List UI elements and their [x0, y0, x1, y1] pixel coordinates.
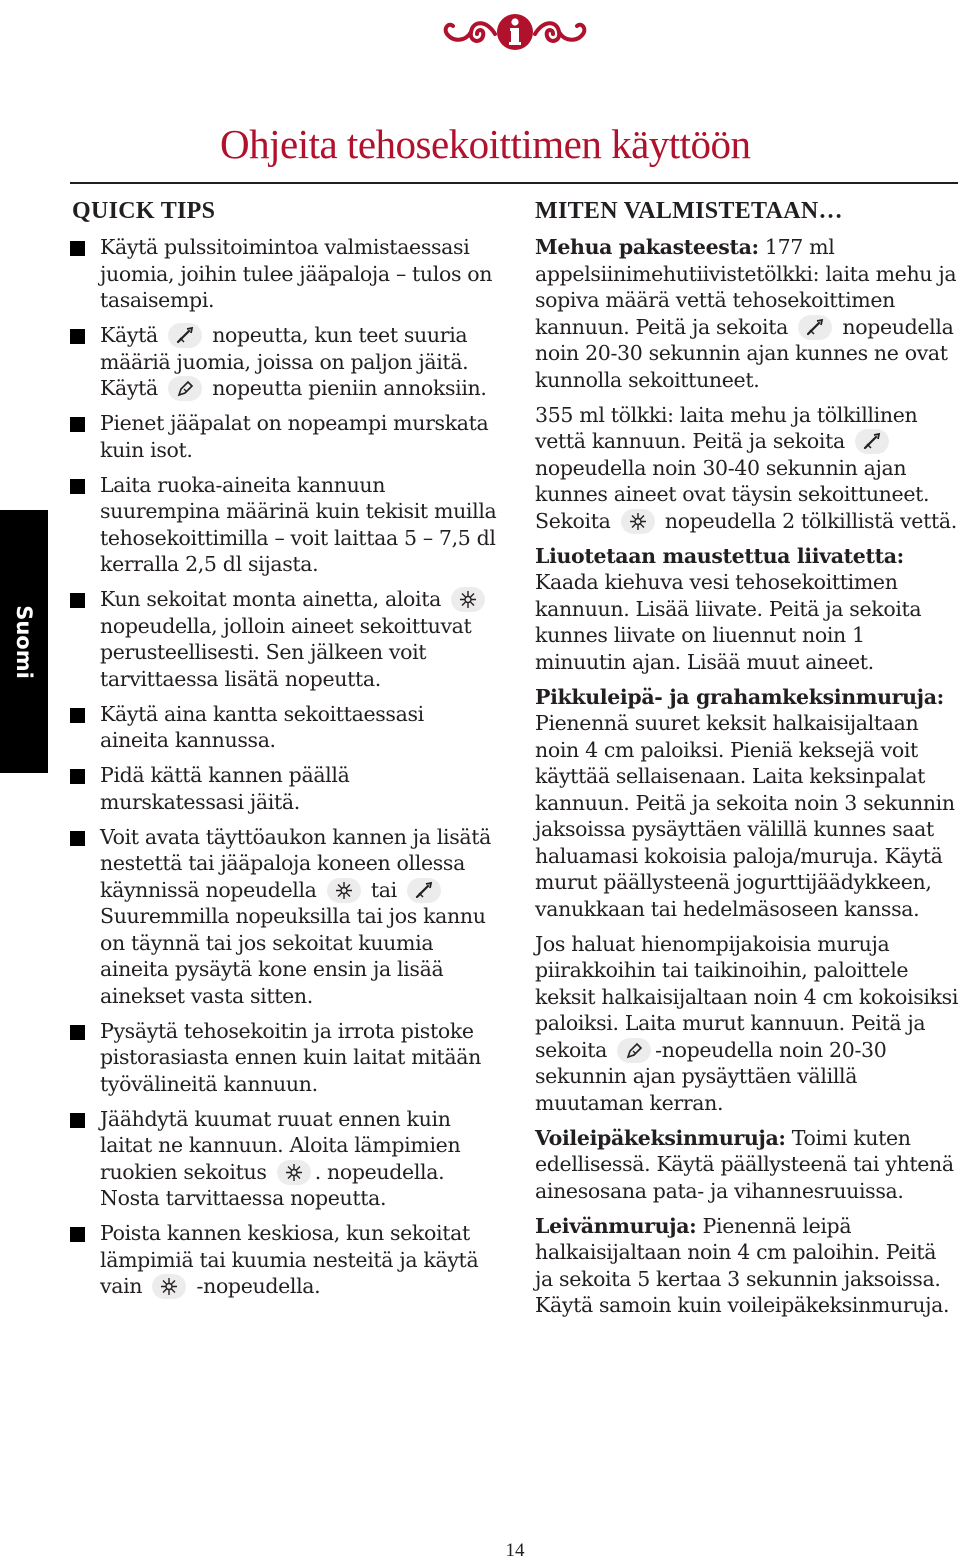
square-bullet-icon [70, 769, 85, 784]
small-batch-speed-icon [168, 376, 202, 401]
square-bullet-icon [70, 241, 85, 256]
tip-text: nopeutta, kun teet suuria määriä juomia, joissa on paljon jäitä. [100, 323, 469, 374]
stir-speed-icon [621, 509, 655, 534]
recipe-text: nopeudella noin 20-30 sekunnin ajan kunnes ne ovat kunnolla sekoittuneet. [535, 314, 954, 392]
tip-text: Käytä pulssitoimintoa valmistaessasi juomia, joihin tulee jääpaloja – tulos on tasaisempi. [100, 235, 493, 312]
recipe-text: Pienennä leipä halkaisijaltaan noin 4 cm paloihin. Peitä ja sekoita 5 kertaa 3 sekunnin jaksoissa. Käytä samoin kuin voileipäkeksinmuruja. [535, 1213, 950, 1317]
quick-tips-list [70, 234, 498, 1300]
recipe-hienompi [535, 931, 960, 1117]
tip-text: Voit avata täyttöaukon kannen ja lisätä nestettä tai jääpaloja koneen ollessa käynnissä nopeudella [100, 824, 492, 902]
tip-text: Suuremmilla nopeuksilla tai jos kannu on täynnä tai jos sekoitat kuumia aineita pysäytä kone ensin ja lisää ainekset vasta sitten. [100, 904, 486, 1008]
recipe-pikkuleipa [535, 684, 960, 923]
list-item [70, 234, 498, 314]
tip-text: Pienet jääpalat on nopeampi murskata kuin isot. [100, 411, 489, 462]
page-number: 14 [505, 1540, 525, 1561]
stir-speed-icon [152, 1274, 186, 1299]
recipe-text: Kaada kiehuva vesi tehosekoittimen kannuun. Lisää liivate. Peitä ja sekoita kunnes liivate on liuennut noin 1 minuutin ajan. Lisää muut aineet. [535, 570, 922, 674]
tip-text: Käytä [100, 376, 158, 400]
square-bullet-icon [70, 329, 85, 344]
language-label: Suomi [12, 604, 36, 679]
recipe-text: nopeudella 2 tölkillistä vettä. [664, 508, 957, 533]
small-batch-speed-icon [617, 1038, 651, 1063]
square-bullet-icon [70, 1113, 85, 1128]
list-item [70, 586, 498, 692]
tip-text: Käytä [100, 323, 158, 347]
stir-speed-icon [327, 878, 361, 903]
quick-tips-section [70, 196, 498, 1308]
ice-crush-speed-icon [168, 323, 202, 348]
recipe-title: Liuotetaan maustettua liivatetta: [535, 543, 904, 568]
recipe-text: Pienennä suuret keksit halkaisijaltaan noin 4 cm paloiksi. Pieniä keksejä voit käyttää sellaisenaan. Laita keksinpalat kannuun. Peitä ja sekoita noin 3 sekunnin jaksoissa pysäyttäen välillä kunnes saat haluamasi kokoisia paloja/muruja. Käytä murut päällysteenä jogurttijäädykkeen, vanukkaan tai hedelmäsoseen kanssa. [535, 711, 955, 921]
recipe-liivate [535, 543, 960, 676]
tip-text: Jäähdytä kuumat ruuat ennen kuin laitat ne kannuun. Aloita lämpimien ruokien sekoitus [100, 1106, 461, 1184]
square-bullet-icon [70, 417, 85, 432]
ice-crush-speed-icon [798, 315, 832, 340]
how-to-section [535, 196, 960, 1327]
recipe-title: Leivänmuruja: [535, 1213, 697, 1238]
info-emblem-icon [435, 12, 595, 52]
recipe-tolkki [535, 402, 960, 535]
tip-text: tai [370, 877, 397, 902]
recipe-title: Voileipäkeksinmuruja: [535, 1125, 786, 1150]
list-item [70, 322, 498, 402]
square-bullet-icon [70, 593, 85, 608]
square-bullet-icon [70, 1025, 85, 1040]
recipe-leipa [535, 1213, 960, 1319]
list-item [70, 1220, 498, 1300]
stir-speed-icon [277, 1160, 311, 1185]
recipe-title: Mehua pakasteesta: [535, 235, 759, 259]
page-title: Ohjeita tehosekoittimen käyttöön [220, 121, 751, 167]
recipe-text: 177 ml appelsiinimehutiivistetölkki: laita mehu ja sopiva määrä vettä tehosekoittimen kannuun. Peitä ja sekoita [535, 235, 957, 339]
recipe-text: Jos haluat hienompijakoisia muruja piirakkoihin tai taikinoihin, paloittele keksit halkaisijaltaan noin 4 cm kokoisiksi paloiksi. Laita murut kannuun. Peitä ja sekoita [535, 931, 959, 1062]
tip-text: Pidä kättä kannen päällä murskatessasi jäitä. [100, 763, 350, 814]
list-item [70, 1018, 498, 1098]
tip-text: . nopeudella. Nosta tarvittaessa nopeutta. [100, 1159, 445, 1210]
list-item [70, 472, 498, 578]
recipe-text: nopeudella noin 30-40 sekunnin ajan kunnes aineet ovat täysin sekoittuneet. Sekoita [535, 455, 930, 533]
how-to-heading: MITEN VALMISTETAAN… [535, 198, 843, 224]
list-item [70, 1106, 498, 1212]
list-item [70, 701, 498, 754]
ice-crush-speed-icon [855, 429, 889, 454]
language-side-tab [0, 510, 48, 773]
tip-text: Kun sekoitat monta ainetta, aloita [100, 587, 442, 611]
list-item [70, 410, 498, 463]
tip-text: Pysäytä tehosekoitin ja irrota pistoke pistorasiasta ennen kuin laitat mitään työvälineitä kannuun. [100, 1018, 482, 1096]
recipe-text: Toimi kuten edellisessä. Käytä päällysteenä tai yhtenä ainesosana pata- ja vihannesruuissa. [535, 1125, 954, 1203]
recipe-title: Pikkuleipä- ja grahamkeksinmuruja: [535, 684, 944, 709]
stir-speed-icon [451, 587, 485, 612]
tip-text: nopeutta pieniin annoksiin. [212, 376, 487, 400]
ice-crush-speed-icon [407, 878, 441, 903]
list-item [70, 762, 498, 815]
square-bullet-icon [70, 1227, 85, 1242]
recipe-mehua [535, 234, 960, 393]
recipe-text: -nopeudella noin 20-30 sekunnin ajan pysäyttäen välillä muutaman kerran. [535, 1037, 887, 1115]
square-bullet-icon [70, 831, 85, 846]
quick-tips-heading: QUICK TIPS [72, 198, 216, 224]
tip-text: Poista kannen keskiosa, kun sekoitat lämpimiä tai kuumia nesteitä ja käytä vain [100, 1221, 479, 1298]
tip-text: nopeudella, jolloin aineet sekoittuvat perusteellisesti. Sen jälkeen voit tarvittaessa lisätä nopeutta. [100, 613, 472, 691]
recipe-text: 355 ml tölkki: laita mehu ja tölkillinen vettä kannuun. Peitä ja sekoita [535, 402, 918, 453]
tip-text: Käytä aina kantta sekoittaessasi aineita kannussa. [100, 701, 424, 752]
square-bullet-icon [70, 479, 85, 494]
list-item [70, 824, 498, 1010]
square-bullet-icon [70, 708, 85, 723]
title-divider [70, 182, 958, 184]
recipe-voileipa [535, 1125, 960, 1205]
tip-text: -nopeudella. [196, 1274, 321, 1298]
tip-text: Laita ruoka-aineita kannuun suurempina määrinä kuin tekisit muilla tehosekoittimilla – voit laittaa 5 – 7,5 dl kerralla 2,5 dl sijasta. [100, 472, 497, 576]
